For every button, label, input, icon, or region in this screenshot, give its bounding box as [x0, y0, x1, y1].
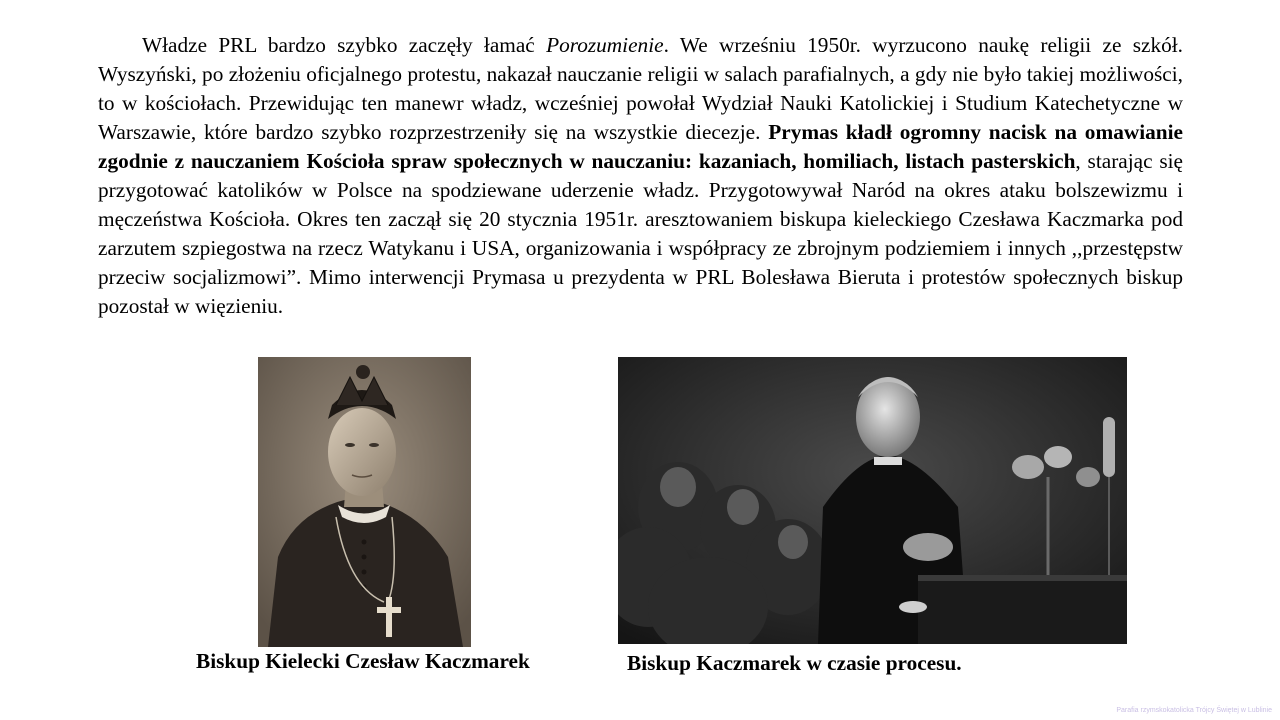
paragraph-run: . We wrześniu 1950r. wyrzucono naukę religii ze szkół. Wyszyński, po złożeniu oficjalnego protestu, nakazał nauczanie religii w salach parafialnych, a gdy nie było takiej możliwości, to w kościołach. Przewidując ten manewr władz, wcześniej powołał Wydział Nauki Katolickiej i Studium Katechetyczne w Warszawie, które bardzo szybko rozprzestrzeniły się na wszystkie diecezje.	[98, 33, 1184, 144]
paragraph-run: , starając się przygotować katolików w Polsce na spodziewane uderzenie władz. Przygotowywał Naród na okres ataku bolszewizmu i męczeństwa Kościoła. Okres ten zaczął się 20 stycznia 1951r. aresztowaniem biskupa kieleckiego Czesława Kaczmarka pod zarzutem szpiegostwa na rzecz Watykanu i USA, organizowania i współpracy ze zbrojnym podziemiem i innych ,,przestępstw przeciw socjalizmowi”. Mimo interwencji Prymasa u prezydenta w PRL Bolesława Bieruta i protestów społecznych biskup pozostał w więzieniu.	[98, 149, 1183, 318]
paragraph-run-italic: Porozumienie	[546, 33, 664, 57]
paragraph-run-bold: Prymas kładł ogromny nacisk na omawianie zgodnie z nauczaniem Kościoła spraw społecznych w nauczaniu: kazaniach, homiliach, listach pasterskich	[98, 120, 1184, 173]
paragraph-run: Władze PRL bardzo szybko zaczęły łamać	[142, 33, 547, 57]
left-photo-caption: Biskup Kielecki Czesław Kaczmarek	[196, 649, 530, 673]
bishop-portrait-image	[258, 357, 471, 647]
right-photo-caption: Biskup Kaczmarek w czasie procesu.	[627, 651, 962, 675]
bishop-portrait-photo	[258, 357, 471, 647]
trial-scene-photo	[618, 357, 1127, 644]
body-paragraph	[98, 31, 1183, 321]
trial-scene-image	[618, 357, 1127, 644]
parish-watermark: Parafia rzymskokatolicka Trójcy Świętej w Lublinie	[1116, 707, 1272, 714]
